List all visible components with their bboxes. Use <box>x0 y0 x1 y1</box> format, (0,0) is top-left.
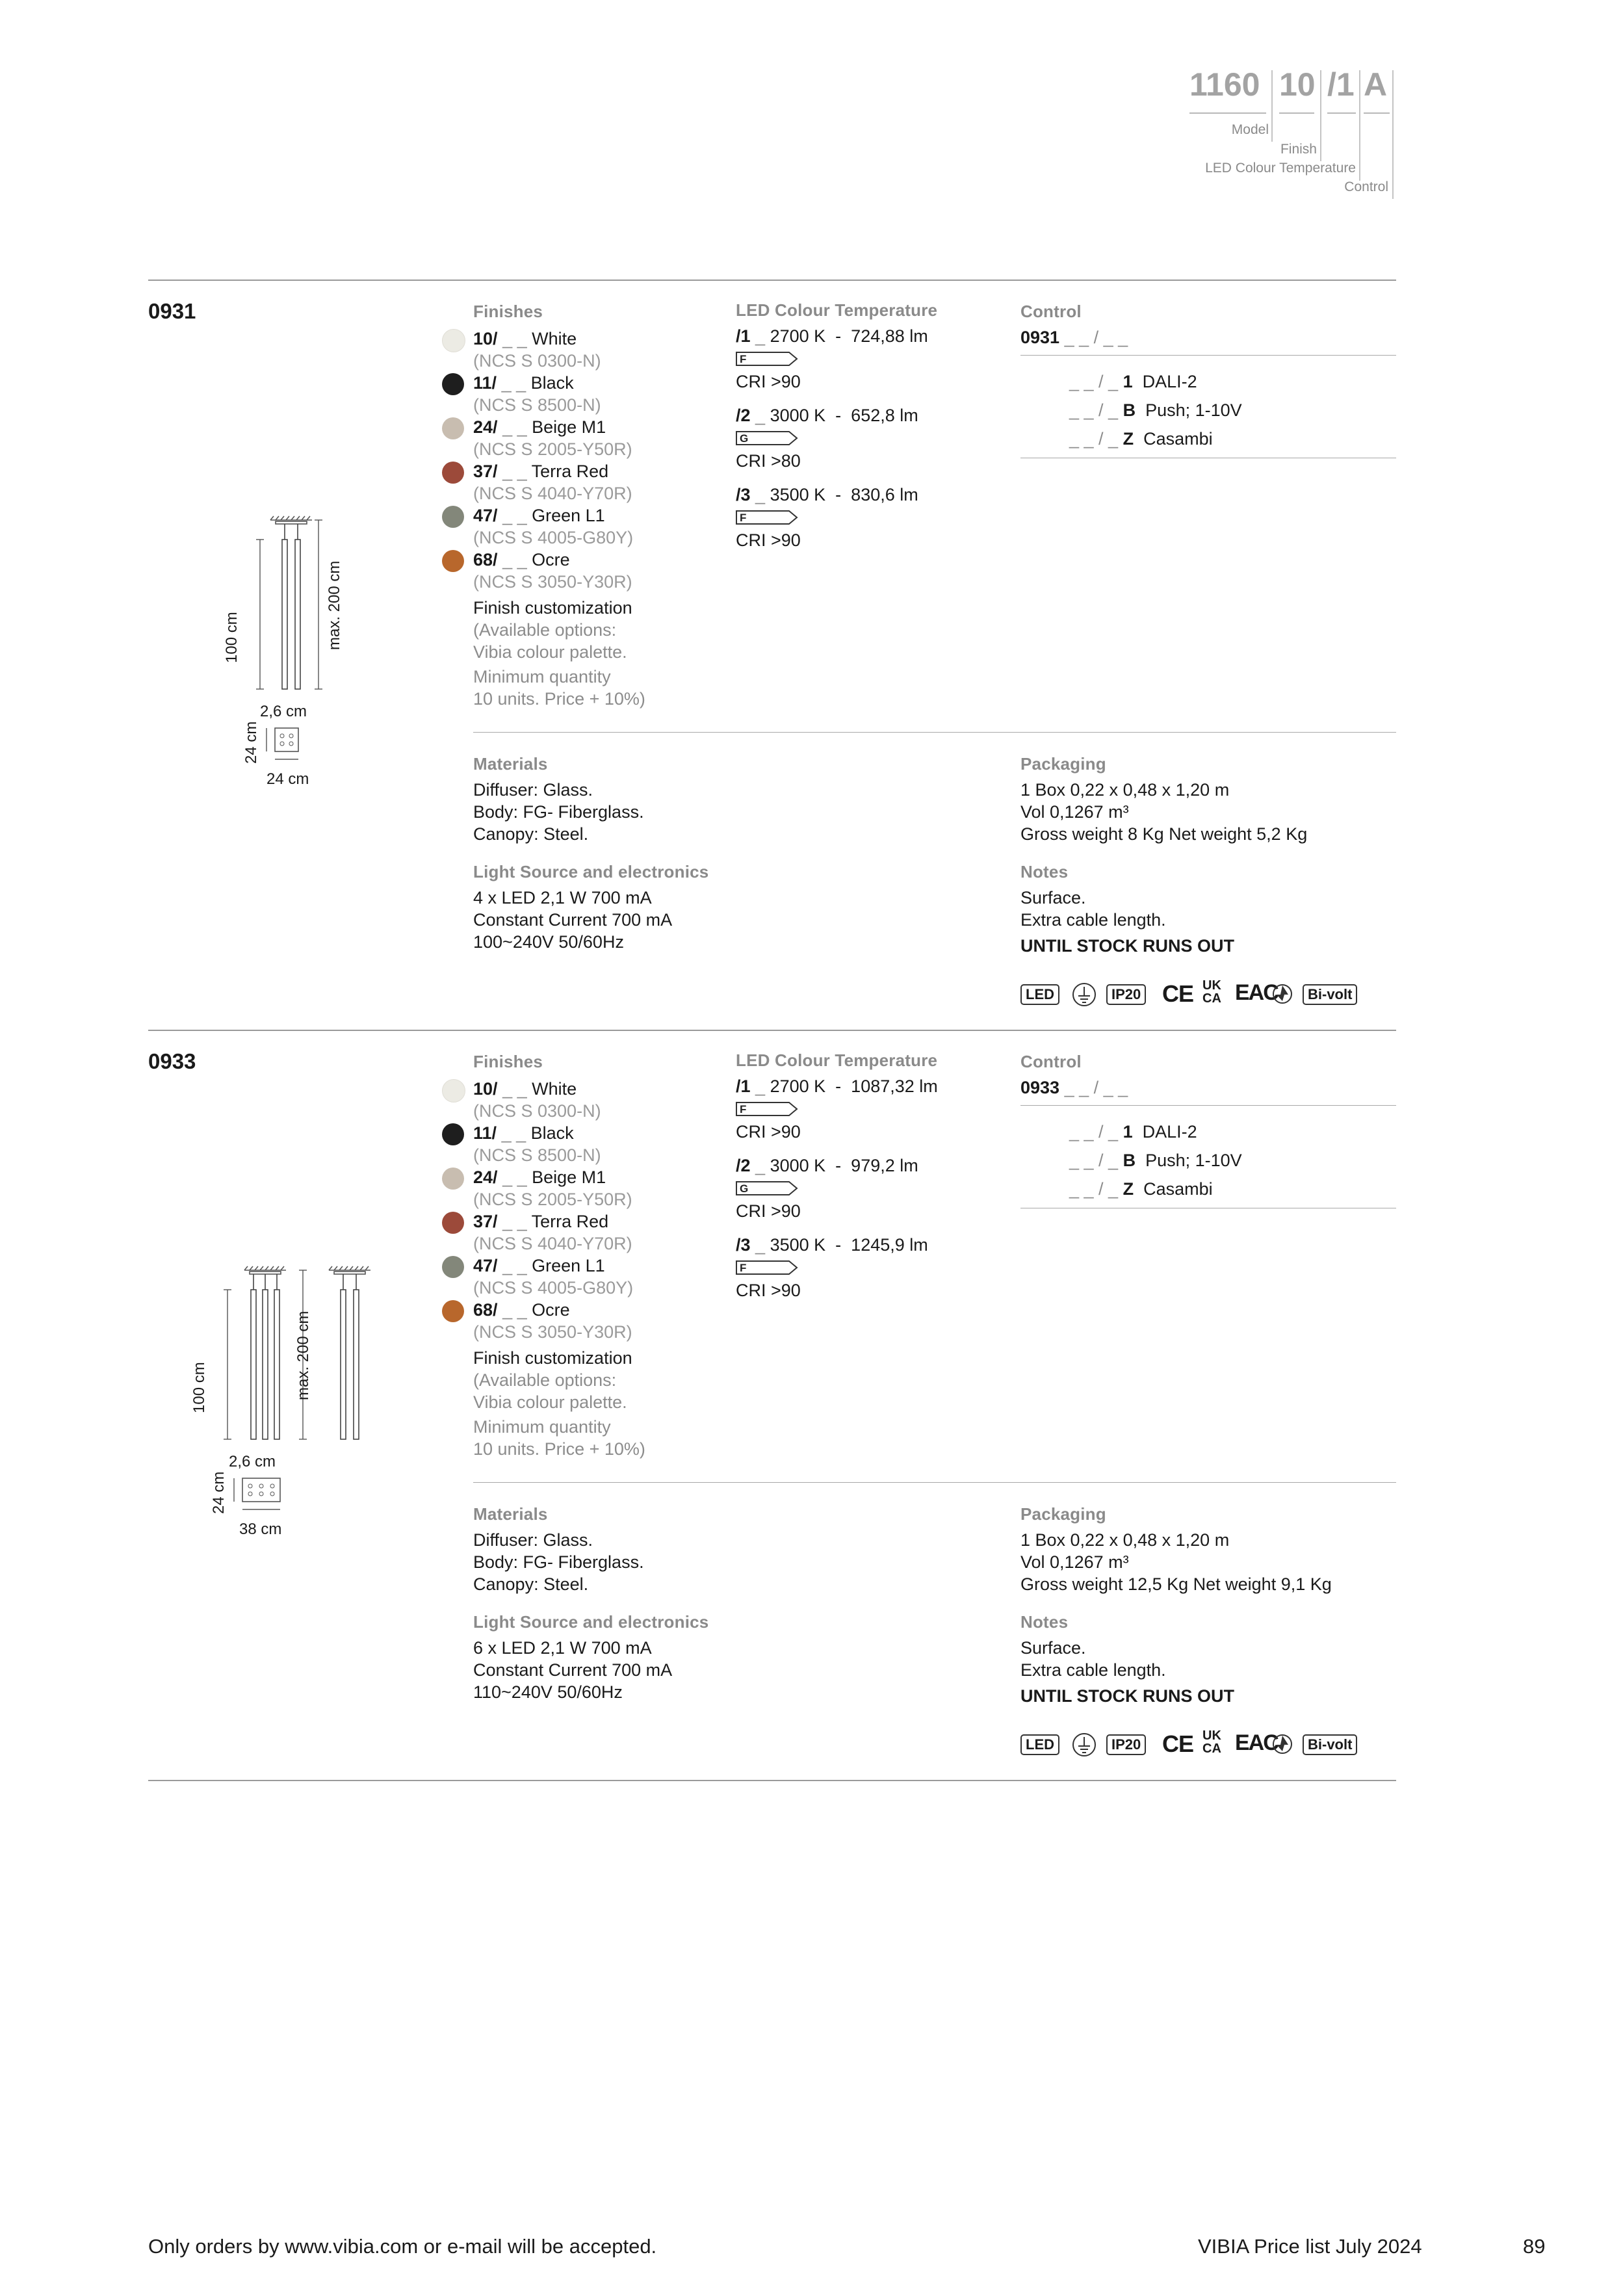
finish-custom-title: Finish customization <box>473 598 632 618</box>
finish-blank: _ _ <box>501 1123 526 1143</box>
cct-item: /1 _ 2700 K - 1087,32 lm <box>736 1076 938 1096</box>
cct-kelvin: 3000 K <box>770 406 826 425</box>
finish-ncs: (NCS S 3050-Y30R) <box>473 572 632 592</box>
cct-item: /3 _ 3500 K - 1245,9 lm <box>736 1235 928 1255</box>
finish-custom-price: 10 units. Price + 10%) <box>473 689 645 709</box>
cct-kelvin: 3500 K <box>770 1235 826 1255</box>
finish-code: 10/ <box>473 329 498 348</box>
control-code: 1 <box>1123 372 1133 391</box>
finish-list <box>442 1078 702 1351</box>
energy-class-label <box>736 1181 798 1195</box>
finish-ncs: (NCS S 4040-Y70R) <box>473 1234 632 1253</box>
control-name: DALI-2 <box>1142 372 1197 391</box>
finish-name: White <box>532 1079 577 1099</box>
led-cert-icon: LED <box>1020 984 1059 1005</box>
finish-blank: _ _ <box>502 417 527 437</box>
material-diffuser: Diffuser: Glass. <box>473 1530 593 1550</box>
product-id: 0933 <box>148 1049 196 1073</box>
finish-code: 24/ <box>473 1168 498 1187</box>
control-divider <box>1020 1105 1396 1106</box>
earth-ground-icon <box>1071 982 1097 1008</box>
energy-class: F <box>740 512 747 524</box>
finish-custom-price: 10 units. Price + 10%) <box>473 1439 645 1459</box>
dim-max: max. 200 cm <box>294 1311 312 1400</box>
light-led: 6 x LED 2,1 W 700 mA <box>473 1638 652 1658</box>
control-code <box>1020 1076 1128 1099</box>
cct-cri: CRI >90 <box>736 372 801 391</box>
note-cable: Extra cable length. <box>1020 1660 1166 1680</box>
material-canopy: Canopy: Steel. <box>473 824 589 844</box>
finish-name: Beige M1 <box>532 417 606 437</box>
finish-swatch <box>442 506 464 528</box>
ceiling-canopy <box>244 1266 370 1274</box>
material-canopy: Canopy: Steel. <box>473 1574 589 1594</box>
energy-class-label <box>736 510 798 524</box>
control-blank: _ _ / _ <box>1069 1179 1119 1199</box>
control-code <box>1020 326 1128 348</box>
section-divider <box>148 1030 1396 1031</box>
light-source-heading: Light Source and electronics <box>473 1612 709 1632</box>
control-option <box>1069 1121 1197 1143</box>
light-source-list <box>473 1637 672 1703</box>
finish-custom-options: (Available options: <box>473 620 617 640</box>
dim-side: 24 cm <box>210 1471 227 1514</box>
cct-lumen: 652,8 lm <box>851 406 918 425</box>
finish-swatch <box>442 373 464 395</box>
dimension-lines <box>256 520 322 689</box>
cct-blank: _ <box>755 1235 766 1255</box>
finish-item <box>473 1210 608 1233</box>
cct-code: /2 <box>736 1156 751 1175</box>
control-option <box>1069 1178 1213 1200</box>
product-section-0931 <box>0 280 1623 1027</box>
packaging-list <box>1020 1529 1332 1595</box>
ce-mark-icon: CE <box>1162 1730 1194 1757</box>
dim-max: max. 200 cm <box>326 560 343 650</box>
dim-side: 24 cm <box>242 721 260 764</box>
control-code-blank: _ _ / _ _ <box>1064 328 1128 347</box>
finish-item <box>473 1078 577 1100</box>
energy-class-label <box>736 1101 798 1115</box>
model-code-model: 1160 <box>1189 66 1260 103</box>
eac-mark-icon: EAC <box>1235 980 1278 1005</box>
product-section-0933 <box>0 1030 1623 1784</box>
control-name: DALI-2 <box>1142 1122 1197 1141</box>
finish-ncs: (NCS S 8500-N) <box>473 395 601 415</box>
finish-code: 47/ <box>473 1256 498 1275</box>
materials-heading: Materials <box>473 754 548 774</box>
finish-code: 68/ <box>473 1300 498 1320</box>
finish-blank: _ _ <box>502 1256 527 1275</box>
note-surface: Surface. <box>1020 888 1086 907</box>
canopy-plan-drawing <box>231 1472 296 1511</box>
finish-custom-palette: Vibia colour palette. <box>473 642 627 662</box>
dim-width: 24 cm <box>266 770 309 788</box>
light-source-list <box>473 887 672 953</box>
notes-list <box>1020 1637 1234 1707</box>
cct-code: /1 <box>736 1076 751 1096</box>
finish-custom-min: Minimum quantity <box>473 667 611 686</box>
finish-blank: _ _ <box>502 1300 527 1320</box>
ceiling-canopy <box>270 516 312 524</box>
ce-mark-icon: CE <box>1162 980 1194 1007</box>
model-code-control: A <box>1364 66 1388 103</box>
material-body: Body: FG- Fiberglass. <box>473 1552 644 1572</box>
cct-cri: CRI >90 <box>736 1281 801 1300</box>
notes-list <box>1020 887 1234 957</box>
page-number: 89 <box>1523 2235 1546 2258</box>
finish-custom-palette: Vibia colour palette. <box>473 1392 627 1412</box>
energy-class: F <box>740 1103 747 1115</box>
finish-blank: _ _ <box>502 1212 527 1231</box>
ukca-mark-icon <box>1202 1729 1221 1755</box>
cct-lumen: 724,88 lm <box>851 326 928 346</box>
control-blank: _ _ / _ <box>1069 400 1119 420</box>
light-led: 4 x LED 2,1 W 700 mA <box>473 888 652 907</box>
light-current: Constant Current 700 mA <box>473 1660 673 1680</box>
finish-name: White <box>532 329 577 348</box>
control-code: Z <box>1123 1179 1134 1199</box>
control-code: 1 <box>1123 1122 1133 1141</box>
finish-swatch <box>442 1079 465 1102</box>
control-option <box>1069 428 1213 450</box>
cct-kelvin: 3500 K <box>770 485 826 504</box>
control-divider <box>1020 355 1396 356</box>
cct-cri: CRI >90 <box>736 1201 801 1221</box>
cct-blank: _ <box>755 1076 766 1096</box>
finish-name: Green L1 <box>532 506 605 525</box>
finish-swatch <box>442 550 464 572</box>
packaging-heading: Packaging <box>1020 754 1106 774</box>
model-code-cct: /1 <box>1327 66 1355 103</box>
canopy-plan-drawing <box>263 722 315 761</box>
dim-height: 100 cm <box>223 612 240 663</box>
cct-code: /1 <box>736 326 751 346</box>
cct-lumen: 1087,32 lm <box>851 1076 938 1096</box>
earth-ground-icon <box>1071 1732 1097 1758</box>
finish-code: 11/ <box>473 1123 497 1143</box>
finish-swatch <box>442 417 464 439</box>
pendant-tubes <box>282 524 300 689</box>
control-name: Casambi <box>1143 429 1213 449</box>
section-mid-divider <box>473 732 1396 733</box>
model-code-label-control: Control <box>1344 179 1388 194</box>
finish-item <box>473 504 605 527</box>
finish-name: Beige M1 <box>532 1168 606 1187</box>
footer-orders-note: Only orders by www.vibia.com or e-mail will be accepted. <box>148 2235 657 2258</box>
control-option <box>1069 371 1197 393</box>
control-code: B <box>1123 400 1136 420</box>
energy-class-label <box>736 1260 798 1274</box>
packaging-heading: Packaging <box>1020 1504 1106 1524</box>
cct-kelvin: 2700 K <box>770 1076 826 1096</box>
finish-swatch <box>442 1256 464 1278</box>
finish-code: 10/ <box>473 1079 498 1099</box>
finishes-heading: Finishes <box>473 302 543 321</box>
packaging-list <box>1020 779 1307 845</box>
energy-class: G <box>740 432 749 445</box>
finish-swatch <box>442 1212 464 1234</box>
finish-swatch <box>442 462 464 484</box>
finish-swatch <box>442 329 465 352</box>
finish-ncs: (NCS S 4040-Y70R) <box>473 484 632 503</box>
finish-code: 68/ <box>473 550 498 569</box>
cct-cri: CRI >80 <box>736 451 801 471</box>
finish-custom <box>473 597 645 710</box>
cct-cri: CRI >90 <box>736 1122 801 1141</box>
finishes-heading: Finishes <box>473 1052 543 1071</box>
notes-heading: Notes <box>1020 1612 1069 1632</box>
control-heading: Control <box>1020 302 1082 321</box>
cct-item: /3 _ 3500 K - 830,6 lm <box>736 485 918 504</box>
control-option <box>1069 1149 1242 1171</box>
cct-item: /1 _ 2700 K - 724,88 lm <box>736 326 928 346</box>
finish-blank: _ _ <box>502 506 527 525</box>
control-code-id: 0933 <box>1020 1078 1060 1097</box>
finish-name: Terra Red <box>531 462 609 481</box>
section-divider <box>148 280 1396 281</box>
product-id: 0931 <box>148 299 196 323</box>
model-code-finish: 10 <box>1279 66 1316 103</box>
led-cert-icon: LED <box>1020 1734 1059 1755</box>
finish-blank: _ _ <box>502 329 527 348</box>
finish-code: 37/ <box>473 462 498 481</box>
finish-name: Black <box>530 1123 574 1143</box>
dim-diameter: 2,6 cm <box>229 1453 276 1470</box>
cct-kelvin: 3000 K <box>770 1156 826 1175</box>
cct-item: /2 _ 3000 K - 652,8 lm <box>736 406 918 425</box>
note-stock: UNTIL STOCK RUNS OUT <box>1020 936 1235 956</box>
ip20-icon: IP20 <box>1106 1734 1146 1755</box>
control-blank: _ _ / _ <box>1069 372 1119 391</box>
finish-custom <box>473 1347 645 1460</box>
finish-ncs: (NCS S 0300-N) <box>473 351 601 371</box>
dim-height: 100 cm <box>190 1362 208 1413</box>
model-code-label-finish: Finish <box>1280 142 1317 157</box>
finish-swatch <box>442 1168 464 1190</box>
packaging-vol: Vol 0,1267 m³ <box>1020 1552 1129 1572</box>
ukca-mark-icon <box>1202 979 1221 1005</box>
finish-ncs: (NCS S 0300-N) <box>473 1101 601 1121</box>
energy-class-label <box>736 430 798 445</box>
finish-name: Green L1 <box>532 1256 605 1275</box>
packaging-weight: Gross weight 12,5 Kg Net weight 9,1 Kg <box>1020 1574 1332 1594</box>
finish-swatch <box>442 1123 464 1145</box>
material-body: Body: FG- Fiberglass. <box>473 802 644 822</box>
control-code: Z <box>1123 429 1134 449</box>
cct-cri: CRI >90 <box>736 530 801 550</box>
bivolt-icon: Bi-volt <box>1303 1734 1357 1755</box>
finish-item <box>473 549 570 571</box>
finish-code: 47/ <box>473 506 498 525</box>
packaging-box: 1 Box 0,22 x 0,48 x 1,20 m <box>1020 1530 1230 1550</box>
cct-kelvin: 2700 K <box>770 326 826 346</box>
materials-list <box>473 1529 644 1595</box>
cct-blank: _ <box>755 326 766 346</box>
finish-blank: _ _ <box>502 1168 527 1187</box>
finish-list <box>442 328 702 601</box>
finish-ncs: (NCS S 2005-Y50R) <box>473 439 632 459</box>
finish-item <box>473 460 608 482</box>
packaging-box: 1 Box 0,22 x 0,48 x 1,20 m <box>1020 780 1230 800</box>
control-code: B <box>1123 1151 1136 1170</box>
control-blank: _ _ / _ <box>1069 1151 1119 1170</box>
cert-icons <box>1020 978 1384 1008</box>
cert-icons <box>1020 1729 1384 1758</box>
finish-name: Terra Red <box>531 1212 609 1231</box>
finish-name: Ocre <box>532 1300 570 1320</box>
eac-mark-icon: EAC <box>1235 1730 1278 1755</box>
material-diffuser: Diffuser: Glass. <box>473 780 593 800</box>
led-heading: LED Colour Temperature <box>736 1050 938 1070</box>
finish-custom-min: Minimum quantity <box>473 1417 611 1437</box>
finish-item <box>473 372 574 394</box>
finish-ncs: (NCS S 3050-Y30R) <box>473 1322 632 1342</box>
recycling-icon <box>1271 1733 1293 1755</box>
finish-ncs: (NCS S 8500-N) <box>473 1145 601 1165</box>
cct-lumen: 830,6 lm <box>851 485 918 504</box>
dim-width: 38 cm <box>239 1520 282 1538</box>
energy-class: F <box>740 353 747 365</box>
control-code-id: 0931 <box>1020 328 1060 347</box>
finish-code: 11/ <box>473 373 497 393</box>
control-blank: _ _ / _ <box>1069 1122 1119 1141</box>
packaging-vol: Vol 0,1267 m³ <box>1020 802 1129 822</box>
control-blank: _ _ / _ <box>1069 429 1119 449</box>
finish-blank: _ _ <box>502 462 527 481</box>
ukca-bottom: CA <box>1202 1742 1221 1756</box>
cct-code: /3 <box>736 1235 751 1255</box>
model-code-label-model: Model <box>1231 122 1269 137</box>
model-code <box>1189 65 1397 202</box>
cct-blank: _ <box>755 485 766 504</box>
cct-lumen: 979,2 lm <box>851 1156 918 1175</box>
light-voltage: 110~240V 50/60Hz <box>473 1682 623 1702</box>
control-code-blank: _ _ / _ _ <box>1064 1078 1128 1097</box>
light-current: Constant Current 700 mA <box>473 910 673 930</box>
control-name: Push; 1-10V <box>1145 400 1242 420</box>
finish-item <box>473 1166 606 1188</box>
cct-lumen: 1245,9 lm <box>851 1235 928 1255</box>
cct-blank: _ <box>755 1156 766 1175</box>
cct-item: /2 _ 3000 K - 979,2 lm <box>736 1156 918 1175</box>
finish-item <box>473 1122 574 1144</box>
materials-heading: Materials <box>473 1504 548 1524</box>
ukca-bottom: CA <box>1202 991 1221 1006</box>
finish-blank: _ _ <box>502 1079 527 1099</box>
light-voltage: 100~240V 50/60Hz <box>473 932 624 952</box>
note-surface: Surface. <box>1020 1638 1086 1658</box>
finish-item <box>473 416 606 438</box>
cct-code: /3 <box>736 485 751 504</box>
control-name: Push; 1-10V <box>1145 1151 1242 1170</box>
footer-brand: VIBIA Price list July 2024 <box>1198 2235 1422 2258</box>
finish-name: Ocre <box>532 550 570 569</box>
finish-item <box>473 1255 605 1277</box>
finish-name: Black <box>530 373 574 393</box>
finish-code: 37/ <box>473 1212 498 1231</box>
led-heading: LED Colour Temperature <box>736 300 938 320</box>
finish-ncs: (NCS S 4005-G80Y) <box>473 528 634 547</box>
recycling-icon <box>1271 983 1293 1005</box>
light-source-heading: Light Source and electronics <box>473 862 709 881</box>
materials-list <box>473 779 644 845</box>
finish-custom-options: (Available options: <box>473 1370 617 1390</box>
finish-item <box>473 1299 570 1321</box>
cct-code: /2 <box>736 406 751 425</box>
finish-ncs: (NCS S 4005-G80Y) <box>473 1278 634 1298</box>
bivolt-icon: Bi-volt <box>1303 984 1357 1005</box>
energy-class: G <box>740 1182 749 1195</box>
control-name: Casambi <box>1143 1179 1213 1199</box>
ukca-top: UK <box>1202 978 1221 993</box>
control-heading: Control <box>1020 1052 1082 1071</box>
finish-custom-title: Finish customization <box>473 1348 632 1368</box>
section-mid-divider <box>473 1482 1396 1483</box>
energy-class-label <box>736 351 798 365</box>
section-bottom-divider <box>148 1780 1396 1781</box>
finish-item <box>473 328 577 350</box>
model-code-label-cct: LED Colour Temperature <box>1205 161 1356 176</box>
ip20-icon: IP20 <box>1106 984 1146 1005</box>
notes-heading: Notes <box>1020 862 1069 881</box>
finish-ncs: (NCS S 2005-Y50R) <box>473 1190 632 1209</box>
finish-blank: _ _ <box>502 550 527 569</box>
control-option <box>1069 399 1242 421</box>
finish-code: 24/ <box>473 417 498 437</box>
finish-swatch <box>442 1300 464 1322</box>
note-cable: Extra cable length. <box>1020 910 1166 930</box>
energy-class: F <box>740 1262 747 1274</box>
cct-blank: _ <box>755 406 766 425</box>
finish-blank: _ _ <box>501 373 526 393</box>
note-stock: UNTIL STOCK RUNS OUT <box>1020 1686 1235 1706</box>
dim-diameter: 2,6 cm <box>260 703 307 720</box>
packaging-weight: Gross weight 8 Kg Net weight 5,2 Kg <box>1020 824 1308 844</box>
ukca-top: UK <box>1202 1729 1221 1743</box>
